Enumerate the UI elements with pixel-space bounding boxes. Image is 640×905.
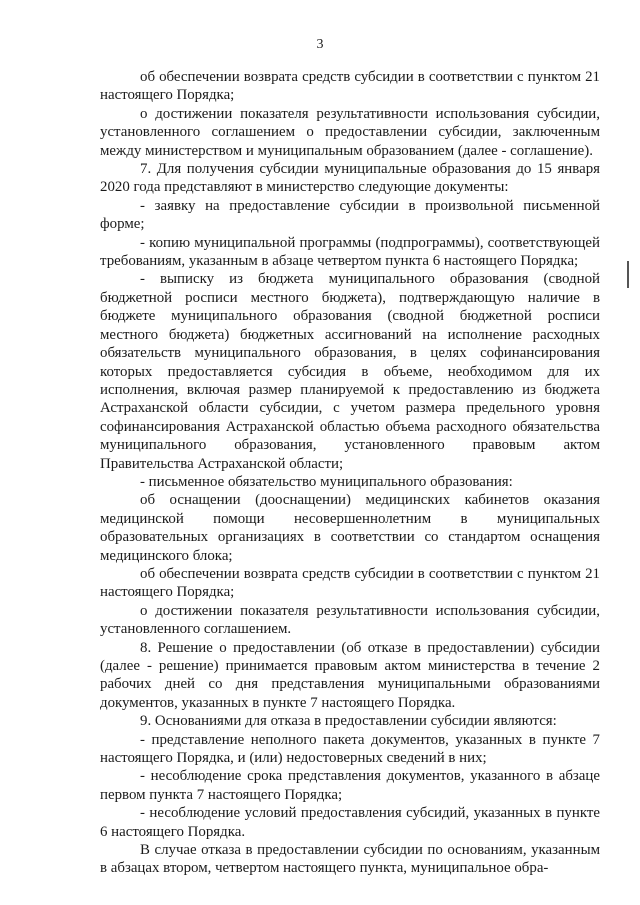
paragraph: - письменное обязательство муниципального образования: [140,473,513,490]
paragraph: - несоблюдение условий предоставления субсидий, указанных в пункте 6 настоящего Порядка. [100,805,600,840]
paragraph: В случае отказа в предоставлении субсидии по основаниям, указанным в абзацах втором, четвертом настоящего пункта, муниципальное обра- [100,842,600,877]
paragraph: - несоблюдение срока представления документов, указанного в абзаце первом пункта 7 настоящего Порядка; [100,768,600,803]
paragraph: - выписку из бюджета муниципального образования (сводной бюджетной росписи местного бюджета), подтверждающую наличие в бюджете муниципального образования (сводной бюджетной росписи местного бюджета) бюджетных ассигнований на исполнение расходных обязательств муниципального образования, в целях софинансирования которых предоставляется субсидия в объеме, необходимом для их исполнения, включая размер планируемой к предоставлению из бюджета Астраханской области субсидии, с учетом размера предельного уровня софинансирования Астраханской областью объема расходного обязательства муниципального образования, установленного правовым актом Правительства Астраханской области; [100,271,600,472]
page-number: 3 [316,37,324,52]
paragraph: об оснащении (дооснащении) медицинских кабинетов оказания медицинской помощи несовершеннолетним в муниципальных образовательных организациях в соответствии со стандартом оснащения медицинского блока; [100,492,600,564]
paragraph: о достижении показателя результативности использования субсидии, установленного соглашением. [100,602,600,638]
paragraph: - заявку на предоставление субсидии в произвольной письменной форме; [100,197,600,233]
document-body [100,68,600,878]
paragraph: - копию муниципальной программы (подпрограммы), соответствующей требованиям, указанным в абзаце четвертом пункта 6 настоящего Порядка; [100,234,600,270]
paragraph: о достижении показателя результативности использования субсидии, установленного соглашением о предоставлении субсидии, заключенным между министерством и муниципальным образованием (далее - соглашение). [100,105,600,159]
paragraph: об обеспечении возврата средств субсидии в соответствии с пунктом 21 настоящего Порядка; [100,565,600,601]
paragraph: 9. Основаниями для отказа в предоставлении субсидии являются: [140,713,557,730]
paragraph: 7. Для получения субсидии муниципальные образования до 15 января 2020 года представляют в министерство следующие документы: [100,161,600,196]
scan-edge-mark [627,261,629,288]
paragraph: 8. Решение о предоставлении (об отказе в предоставлении) субсидии (далее - решение) принимается правовым актом министерства в течение 2 рабочих дней со дня представления муниципальными образованиями документов, указанных в пункте 7 настоящего Порядка. [100,639,600,711]
paragraph: об обеспечении возврата средств субсидии в соответствии с пунктом 21 настоящего Порядка; [100,69,600,104]
paragraph: - представление неполного пакета документов, указанных в пункте 7 настоящего Порядка, и (или) недостоверных сведений в них; [100,731,600,767]
